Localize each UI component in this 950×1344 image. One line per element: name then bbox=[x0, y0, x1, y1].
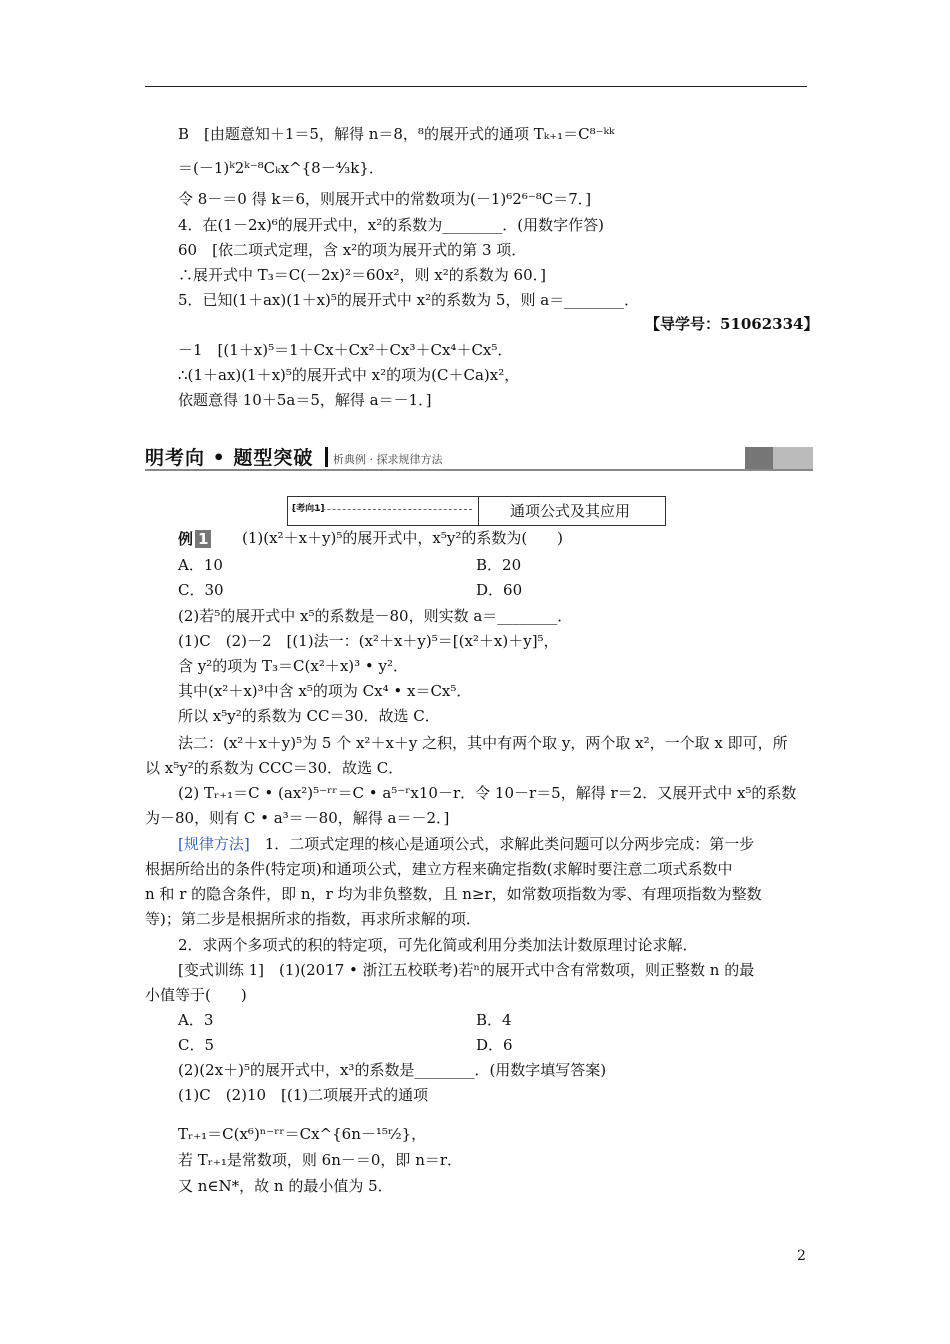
method-line: n 和 r 的隐含条件，即 n，r 均为非负整数，且 n≥r，如常数项指数为零、有理项指数为整数 bbox=[145, 885, 762, 903]
method-label: [规律方法] bbox=[178, 835, 250, 853]
example-question: (1)(x²＋x＋y)⁵的展开式中，x⁵y²的系数为( ) bbox=[242, 529, 564, 547]
topic-tag: [考向1] bbox=[292, 504, 325, 514]
text-line: 所以 x⁵y²的系数为 CC＝30．故选 C． bbox=[178, 707, 440, 725]
text-line: 60 [依二项式定理，含 x²的项为展开式的第 3 项． bbox=[178, 241, 527, 259]
method-line: 根据所给出的条件(特定项)和通项公式，建立方程来确定指数(求解时要注意二项式系数中 bbox=[145, 860, 733, 878]
variant-option-d: D．6 bbox=[476, 1036, 513, 1054]
text-line: 依题意得 10＋5a＝5，解得 a＝－1．] bbox=[178, 391, 432, 409]
method-line: 等)；第二步是根据所求的指数，再求所求解的项． bbox=[145, 910, 481, 928]
variant-option-c: C．5 bbox=[178, 1036, 215, 1054]
topic-box bbox=[287, 496, 666, 526]
page-number: 2 bbox=[797, 1248, 806, 1264]
text-line: (2) Tᵣ₊₁＝C • (ax²)⁵⁻ʳʳ＝C • a⁵⁻ʳx10－r．令 10－r＝5，解得 r＝2．又展开式中 x⁵的系数 bbox=[178, 784, 797, 802]
variant-line: 小值等于( ) bbox=[145, 986, 247, 1004]
variant-line: 若 Tᵣ₊₁是常数项，则 6n－＝0，即 n＝r． bbox=[178, 1151, 463, 1169]
text-line: ＝(－1)ᵏ2ᵏ⁻⁸Cₖx^{8－⁴⁄₃k}． bbox=[178, 159, 384, 177]
header-rule bbox=[145, 86, 807, 87]
section-header bbox=[145, 441, 813, 471]
topic-dashed-line bbox=[292, 509, 472, 510]
option-d: D．60 bbox=[476, 581, 523, 599]
text-line: 以 x⁵y²的系数为 CCC＝30．故选 C． bbox=[145, 759, 404, 777]
topic-divider bbox=[478, 497, 479, 525]
text-line: ∴展开式中 T₃＝C(－2x)²＝60x²，则 x²的系数为 60．] bbox=[178, 266, 546, 284]
variant-line: (2)(2x＋)⁵的展开式中，x³的系数是________．(用数字填写答案) bbox=[178, 1061, 607, 1079]
section-block-dark bbox=[745, 447, 773, 469]
text-line: 法二：(x²＋x＋y)⁵为 5 个 x²＋x＋y 之积，其中有两个取 y，两个取 x²，一个取 x 即可，所 bbox=[178, 734, 788, 752]
section-title: 明考向 • 题型突破 bbox=[145, 447, 314, 469]
text-line: 5．已知(1＋ax)(1＋x)⁵的展开式中 x²的系数为 5，则 a＝________． bbox=[178, 291, 640, 309]
method-line: 2．求两个多项式的积的特定项，可先化简或利用分类加法计数原理讨论求解． bbox=[178, 936, 698, 954]
text-line: B [由题意知＋1＝5，解得 n＝8，⁸的展开式的通项 Tₖ₊₁＝C⁸⁻ᵏᵏ bbox=[178, 125, 615, 143]
option-a: A．10 bbox=[178, 556, 223, 574]
text-line: －1 [(1＋x)⁵＝1＋Cx＋Cx²＋Cx³＋Cx⁴＋Cx⁵． bbox=[178, 341, 513, 359]
example-badge bbox=[178, 528, 211, 548]
variant-option-a: A．3 bbox=[178, 1011, 214, 1029]
variant-line: Tᵣ₊₁＝C(x⁶)ⁿ⁻ʳʳ＝Cx^{6n－¹⁵ʳ⁄₂}， bbox=[178, 1125, 427, 1143]
text-line: (1)C (2)－2 [(1)法一：(x²＋x＋y)⁵＝[(x²＋x)＋y]⁵， bbox=[178, 632, 559, 650]
variant-line: (1)C (2)10 [(1)二项展开式的通项 bbox=[178, 1086, 429, 1104]
section-underline bbox=[145, 469, 813, 471]
section-block-light bbox=[773, 447, 813, 469]
section-divider bbox=[325, 447, 328, 467]
variant-line: 又 n∈N*，故 n 的最小值为 5． bbox=[178, 1177, 393, 1195]
text-line: 含 y²的项为 T₃＝C(x²＋x)³ • y²． bbox=[178, 657, 409, 675]
option-c: C．30 bbox=[178, 581, 224, 599]
topic-title: 通项公式及其应用 bbox=[510, 502, 631, 520]
example-number: 1 bbox=[195, 530, 211, 548]
section-subtitle: 析典例 · 探求规律方法 bbox=[333, 453, 443, 466]
variant-line: [变式训练 1] (1)(2017 • 浙江五校联考)若ⁿ的展开式中含有常数项，则正整数 n 的最 bbox=[178, 961, 755, 979]
option-b: B．20 bbox=[476, 556, 522, 574]
text-line: 4．在(1－2x)⁶的展开式中，x²的系数为________．(用数字作答) bbox=[178, 216, 604, 234]
text-line: 令 8－＝0 得 k＝6，则展开式中的常数项为(－1)⁶2⁶⁻⁸C＝7．] bbox=[178, 190, 592, 208]
text-line: ∴(1＋ax)(1＋x)⁵的展开式中 x²的项为(C＋Ca)x²， bbox=[178, 366, 520, 384]
guide-number: 【导学号：51062334】 bbox=[645, 315, 819, 333]
text-line: (2)若⁵的展开式中 x⁵的系数是－80，则实数 a＝________． bbox=[178, 607, 573, 625]
text-line: 为－80，则有 C • a³＝－80，解得 a＝－2．] bbox=[145, 809, 450, 827]
variant-option-b: B．4 bbox=[476, 1011, 512, 1029]
method-line: [规律方法] 1．二项式定理的核心是通项公式，求解此类问题可以分两步完成：第一步 bbox=[178, 835, 755, 853]
text-line: 其中(x²＋x)³中含 x⁵的项为 Cx⁴ • x＝Cx⁵． bbox=[178, 682, 472, 700]
example-label: 例 bbox=[178, 530, 194, 548]
